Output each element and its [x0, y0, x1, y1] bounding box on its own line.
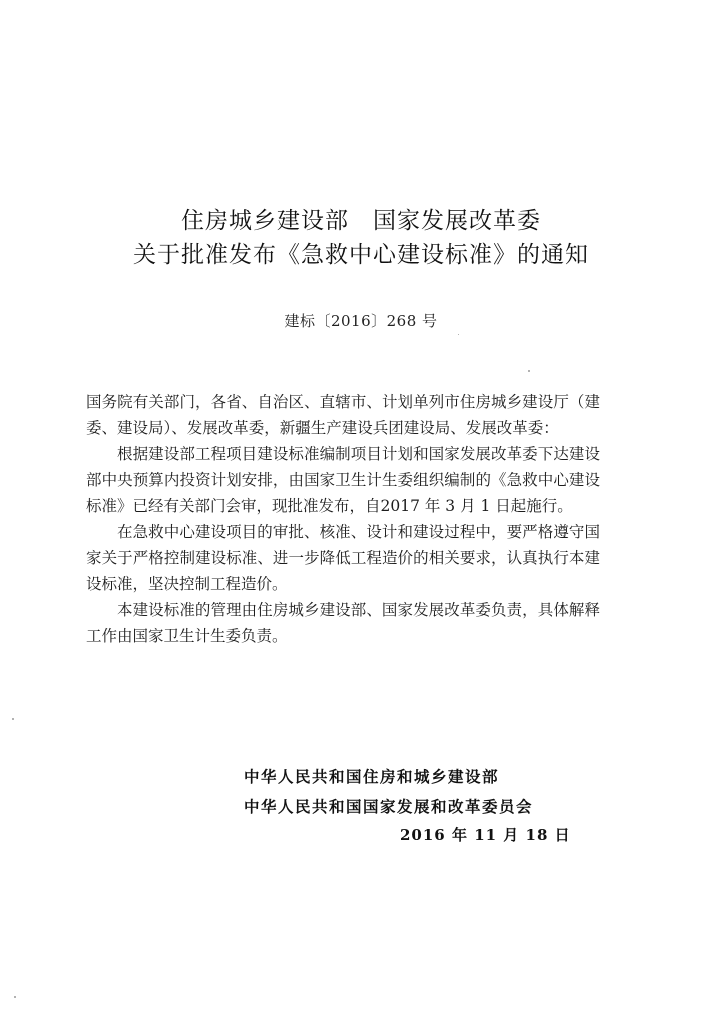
notice-title-line-1: 住房城乡建设部 国家发展改革委: [181, 208, 541, 234]
scan-speck: [14, 996, 16, 998]
body-paragraph-approval: 根据建设部工程项目建设标准编制项目计划和国家发展改革委下达建设部中央预算内投资计划安排，由国家卫生计生委组织编制的《急救中心建设标准》已经有关部门会审，现批准发布，自2017 年 3 月 1 日起施行。: [86, 445, 600, 515]
body-paragraph-requirements: 在急救中心建设项目的审批、核准、设计和建设过程中，要严格遵守国家关于严格控制建设标准、进一步降低工程造价的相关要求，认真执行本建设标准，坚决控制工程造价。: [86, 523, 600, 593]
scan-speck: [528, 370, 530, 372]
body-paragraph-responsibility: 本建设标准的管理由住房城乡建设部、国家发展改革委负责，具体解释工作由国家卫生计生委负责。: [86, 601, 600, 645]
notice-body: [86, 389, 600, 649]
scan-speck: [12, 718, 14, 720]
recipients-paragraph: 国务院有关部门，各省、自治区、直辖市、计划单列市住房城乡建设厅（建委、建设局）、发展改革委，新疆生产建设兵团建设局、发展改革委：: [86, 393, 600, 437]
document-number: 建标〔2016〕268 号: [284, 312, 438, 330]
issue-date: 2016 年 11 月 18 日: [400, 826, 571, 844]
notice-title-line-2: 关于批准发布《急救中心建设标准》的通知: [133, 242, 589, 268]
issuer-ministry-housing: 中华人民共和国住房和城乡建设部: [244, 768, 500, 786]
scan-speck: [458, 334, 459, 335]
issuer-ndrc: 中华人民共和国国家发展和改革委员会: [244, 798, 534, 816]
